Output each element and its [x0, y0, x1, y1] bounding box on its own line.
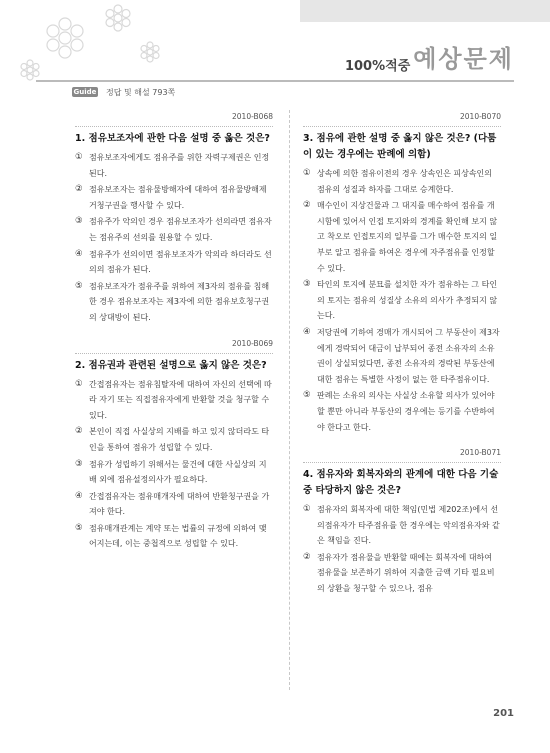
option-text: 점유자의 회복자에 대한 책임(민법 제202조)에서 선의점유자가 타주점유를 한 경우에는 악의점유자와 같은 책임을 진다.: [317, 505, 500, 546]
option-text: 매수인이 지상건물과 그 대지를 매수하여 점유를 개시함에 있어서 인접 토지와의 경계를 확인해 보지 않고 착오로 인접토지의 일부를 그가 매수한 토지의 일부로 알고 점유를 하여온 경우에 자주점유를 인정할 수 있다.: [317, 201, 498, 273]
right-column: [303, 112, 501, 598]
option-text: 점유보조자가 점유주를 위하여 제3자의 점유를 침해한 경우 점유보조자는 제3자에 의한 점유보호청구권의 상대방이 된다.: [89, 281, 270, 322]
option-number: ②: [303, 551, 311, 562]
option-item: [303, 325, 501, 387]
option-item: [75, 150, 273, 181]
option-text: 간접점유자는 점유침탈자에 대하여 자신의 선택에 따라 자기 또는 직접점유자에게 반환할 것을 청구할 수 있다.: [89, 379, 272, 420]
question-title: 1. 점유보조자에 관한 다음 설명 중 옳은 것은?: [75, 133, 270, 144]
option-number: ⑤: [303, 390, 311, 401]
header-rule: [36, 80, 514, 82]
decorative-flower-pattern: [0, 0, 210, 90]
option-number: ④: [75, 490, 83, 501]
code-divider: [75, 126, 273, 127]
guide-badge: Guide: [73, 88, 97, 96]
option-text: 점유주가 악의인 경우 점유보조자가 선의라면 점유자는 점유주의 선의를 원용할 수 있다.: [89, 217, 272, 242]
header-gray-band: [300, 0, 550, 22]
option-item: [75, 182, 273, 213]
option-item: [303, 166, 501, 197]
option-number: ①: [303, 504, 311, 515]
page-number: 201: [493, 708, 514, 719]
option-text: 타인의 토지에 분묘를 설치한 자가 점유하는 그 타인의 토지는 점유의 성질상 소유의 의사가 추정되지 않는다.: [317, 280, 498, 321]
code-divider: [75, 353, 273, 354]
question-code: 2010-B069: [232, 338, 273, 348]
option-number: ⑤: [75, 280, 83, 291]
option-number: ②: [75, 426, 83, 437]
option-item: [303, 198, 501, 276]
option-text: 점유가 성립하기 위해서는 물건에 대한 사실상의 지배 외에 점유설정의사가 필요하다.: [89, 459, 267, 485]
brand-big-text: 예상문제: [413, 45, 514, 73]
option-number: ①: [75, 152, 83, 162]
option-item: [75, 489, 273, 520]
section-brand: [345, 34, 514, 74]
option-text: 점유보조자에게도 점유주를 위한 자력구제권은 인정된다.: [89, 153, 270, 178]
question-title: 3. 점유에 관한 설명 중 옳지 않은 것은? (다툼이 있는 경우에는 판례에 의함): [303, 133, 497, 160]
option-number: ⑤: [75, 522, 83, 533]
option-text: 본인이 직접 사실상의 지배를 하고 있지 않더라도 타인을 통하여 점유가 성립할 수 있다.: [89, 427, 270, 452]
option-number: ③: [303, 279, 311, 290]
option-text: 점유자가 점유물을 반환할 때에는 회복자에 대하여 점유물을 보존하기 위하여 지출한 금액 기타 필요비의 상환을 청구할 수 있으나, 점유: [317, 552, 495, 594]
option-number: ③: [75, 216, 83, 227]
option-item: [75, 214, 273, 245]
option-number: ①: [303, 168, 311, 178]
question-code: 2010-B071: [460, 448, 501, 458]
option-number: ②: [303, 200, 311, 211]
option-item: [303, 502, 501, 549]
option-item: [75, 279, 273, 326]
answer-reference-text: 정답 및 해설 793쪽: [106, 87, 176, 97]
column-divider: [289, 110, 290, 690]
option-text: 간접점유자는 점유매개자에 대하여 반환청구권을 가져야 한다.: [89, 491, 270, 517]
option-text: 점유매개관계는 계약 또는 법률의 규정에 의하여 맺어지는데, 이는 중첩적으로 성립할 수 있다.: [89, 523, 267, 549]
option-item: [303, 277, 501, 324]
option-number: ①: [75, 378, 83, 389]
option-item: [303, 550, 501, 597]
option-number: ④: [75, 248, 83, 259]
question-title: 2. 점유권과 관련된 설명으로 옳지 않은 것은?: [75, 359, 267, 371]
option-text: 상속에 의한 점유이전의 경우 상속인은 피상속인의 점유의 성질과 하자를 그대로 승계한다.: [317, 169, 493, 194]
question-title: 4. 점유자와 회복자와의 관계에 대한 다음 기술 중 타당하지 않은 것은?: [303, 469, 499, 497]
code-divider: [303, 126, 501, 127]
option-number: ②: [75, 184, 83, 195]
option-number: ④: [303, 326, 311, 337]
option-text: 점유주가 선의이면 점유보조자가 악의라 하더라도 선의의 점유가 된다.: [89, 249, 272, 275]
option-text: 점유보조자는 점유물방해자에 대하여 점유물방해제거청구권을 행사할 수 있다.: [89, 185, 267, 210]
left-column: [75, 112, 273, 553]
option-number: ③: [75, 458, 83, 469]
code-divider: [303, 462, 501, 463]
brand-small-text: 100%적중: [344, 59, 411, 74]
question-code: 2010-B070: [460, 112, 501, 121]
option-item: [75, 247, 273, 278]
question-code: 2010-B068: [232, 112, 273, 121]
option-item: [75, 521, 273, 552]
option-item: [75, 457, 273, 488]
option-text: 저당권에 기하여 경매가 개시되어 그 부동산이 제3자에게 경락되어 대금이 납부되어 종전 소유자의 소유권이 상실되었다면, 종전 소유자의 경락된 부동산에 대한 점유는 특별한 사정이 없는 한 타주점유이다.: [317, 327, 500, 384]
option-item: [75, 424, 273, 455]
option-text: 판례는 소유의 의사는 사실상 소유할 의사가 있어야 할 뿐만 아니라 부동산의 경우에는 등기를 수반하여야 한다고 한다.: [317, 391, 495, 432]
answer-reference: [72, 85, 175, 99]
option-item: [303, 388, 501, 435]
option-item: [75, 377, 273, 424]
